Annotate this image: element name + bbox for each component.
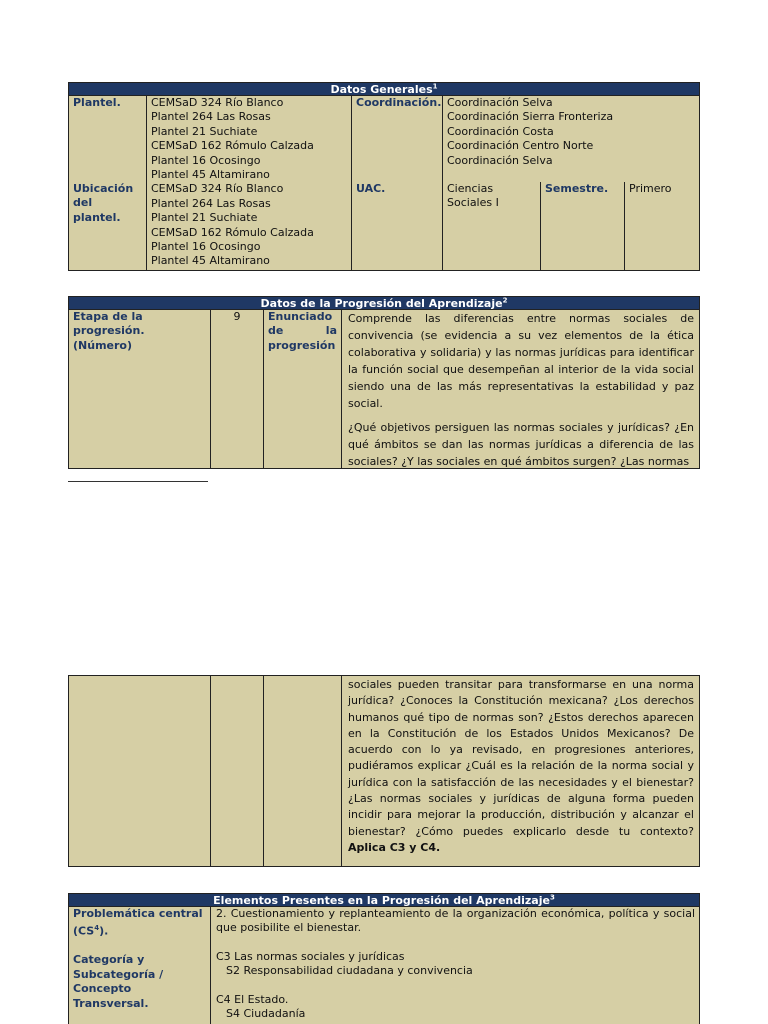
progresion-header: Datos de la Progresión del Aprendizaje$^2$ <box>68 296 700 310</box>
coordinacion-item: Coordinación Centro Norte <box>447 139 594 153</box>
elementos-table <box>68 893 700 1021</box>
ubicacion-label: Ubicación del plantel. <box>73 182 134 224</box>
coordinacion-item: Coordinación Costa <box>447 124 554 138</box>
enunciado-label: Enunciado de la progresión <box>264 310 342 468</box>
enunciado-paragraph-2: ¿Qué objetivos persiguen las normas sociales y jurídicas? ¿En qué ámbitos se dan las normas jurídicas a diferencia de las sociales? ¿Y las sociales en qué ámbitos surgen? ¿Las normas <box>348 421 694 468</box>
ubicacion-item: Plantel 264 Las Rosas <box>151 196 271 210</box>
ubicacion-item: Plantel 16 Ocosingo <box>151 240 261 254</box>
col-plantel-values <box>147 96 352 270</box>
coordinacion-item: Coordinación Selva <box>447 153 553 167</box>
plantel-item: CEMSaD 162 Rómulo Calzada <box>151 139 314 153</box>
continuation-col-2 <box>211 676 264 867</box>
plantel-item: Plantel 21 Suchiate <box>151 124 258 138</box>
elementos-header: Elementos Presentes en la Progresión del Aprendizaje$^3$ <box>68 893 700 907</box>
enunciado-paragraph-1: Comprende las diferencias entre normas sociales de convivencia (se evidencia a su vez elementos de la ética colaborativa y solidaria) y las normas jurídicas para identificar la función social que desempeñan al interior de la vida social siendo una de las más representativas la estabilidad y paz social. <box>348 312 694 410</box>
continuation-body <box>68 675 700 867</box>
col-labels-left <box>69 96 147 270</box>
semestre-value: Primero <box>624 182 701 270</box>
continuation-col-1 <box>69 676 211 867</box>
ubicacion-item: CEMSaD 162 Rómulo Calzada <box>151 225 314 239</box>
plantel-item: Plantel 45 Altamirano <box>151 168 270 182</box>
ubicacion-item: CEMSaD 324 Río Blanco <box>151 182 284 196</box>
footnote-separator <box>68 481 208 482</box>
enunciado-continuation <box>342 676 700 867</box>
enunciado-aplica: Aplica C3 y C4. <box>348 840 441 854</box>
plantel-label: Plantel. <box>73 96 121 109</box>
col-coordinacion-values <box>443 96 699 270</box>
categoria-c4: C4 El Estado. <box>216 992 289 1006</box>
datos-generales-table <box>68 82 700 268</box>
enunciado-value <box>342 310 700 468</box>
continuation-col-3 <box>264 676 342 867</box>
uac-value: Ciencias Sociales I <box>447 182 499 210</box>
etapa-value: 9 <box>211 310 264 468</box>
problematica-value: 2. Cuestionamiento y replanteamiento de la organización económica, política y social que posibilite el bienestar. <box>216 907 695 935</box>
enunciado-paragraph-2-cont: sociales pueden transitar para transformarse en una norma jurídica? ¿Conoces la Constitución mexicana? ¿Los derechos humanos qué tipo de normas son? ¿Estos derechos aparecen en la Constitución de los Estados Unidos Mexicanos? De acuerdo con lo ya revisado, en progresiones anteriores, pudiéramos explicar ¿Cuál es la relación de la norma social y jurídica con la satisfacción de las necesidades y el bienestar? ¿Las normas sociales y jurídicas de alguna forma pueden incidir para mejorar la producción, distribución y alcanzar el bienestar? ¿Cómo puedes explicarlo desde tu contexto? <box>348 678 694 838</box>
coordinaciones-list <box>443 96 699 168</box>
ubicaciones-list <box>151 182 347 268</box>
elementos-values <box>211 907 700 1024</box>
progresion-table <box>68 296 700 468</box>
problematica-label: Problemática central $(CS^4)$. <box>73 907 203 939</box>
categoria-label: Categoría y Subcategoría / Concepto Transversal. <box>73 953 164 1010</box>
subcategoria-s2: S2 Responsabilidad ciudadana y convivencia <box>226 964 473 978</box>
semestre-label: Semestre. <box>540 182 624 270</box>
plantel-item: CEMSaD 324 Río Blanco <box>151 96 284 109</box>
plantel-item: Plantel 16 Ocosingo <box>151 153 261 167</box>
subcategoria-s4: S4 Ciudadanía <box>226 1007 306 1021</box>
ubicacion-item: Plantel 45 Altamirano <box>151 254 270 268</box>
elementos-labels <box>69 907 211 1024</box>
uac-label: UAC. <box>356 182 386 195</box>
coordinacion-label: Coordinación. <box>356 96 442 109</box>
elementos-body <box>68 907 700 1024</box>
datos-generales-body <box>68 96 700 271</box>
categoria-c3: C3 Las normas sociales y jurídicas <box>216 949 405 963</box>
etapa-label: Etapa de la progresión. (Número) <box>69 310 211 468</box>
progresion-body <box>68 310 700 469</box>
planteles-list <box>151 96 347 182</box>
coordinacion-item: Coordinación Selva <box>447 96 553 109</box>
col-labels-mid <box>352 96 443 270</box>
datos-generales-header: Datos Generales$^1$ <box>68 82 700 96</box>
plantel-item: Plantel 264 Las Rosas <box>151 110 271 124</box>
coordinacion-item: Coordinación Sierra Fronteriza <box>447 110 614 124</box>
ubicacion-item: Plantel 21 Suchiate <box>151 211 258 225</box>
